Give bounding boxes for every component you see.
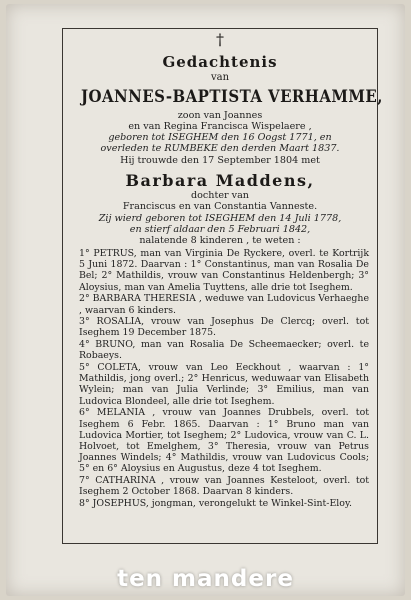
spouse-death-line: en stierf aldaar den 5 Februari 1842,	[129, 224, 311, 235]
cross-icon: †	[216, 30, 224, 49]
marriage-line: Hij trouwde den 17 September 1804 met	[120, 155, 320, 166]
children-intro: nalatende 8 kinderen , te weten :	[139, 235, 301, 246]
child-entry: 5° COLETA, vrouw van Leo Eeckhout , waarvan : 1° Mathildis, jong overl.; 2° Henricus, weduwaar van Elisabeth Wylein; man van Julia Verlinde; 3° Emilius, man van Ludovica Blondeel, alle drie tot Iseghem.	[79, 362, 369, 407]
watermark-text: ten mandere	[117, 566, 294, 592]
child-entry: 6° MELANIA , vrouw van Joannes Drubbels, overl. tot Iseghem 6 Febr. 1865. Daarvan : 1° Bruno man van Ludovica Mortier, tot Iseghem; 2° Ludovica, vrouw van C. L. Holvoet, tot Emelghem, 3° Theresia, vrouw van Petrus Joannes Windels; 4° Mathildis, vrouw van Ludovicus Cools; 5° en 6° Aloysius en Augustus, deze 4 tot Iseghem.	[79, 407, 369, 475]
birth-line: geboren tot ISEGHEM den 16 Oogst 1771, en	[108, 132, 332, 143]
child-entry: 7° CATHARINA , vrouw van Joannes Kesteloot, overl. tot Iseghem 2 October 1868. Daarvan 8 kinders.	[79, 475, 369, 498]
spouse-birth-line: Zij wierd geboren tot ISEGHEM den 14 Juli 1778,	[98, 213, 342, 224]
spouse-parents-line-1: dochter van	[191, 190, 249, 201]
van-label: van	[210, 72, 230, 83]
child-entry: 2° BARBARA THERESIA , weduwe van Ludovicus Verhaeghe , waarvan 6 kinders.	[79, 293, 369, 316]
child-entry: 3° ROSALIA, vrouw van Josephus De Clercq; overl. tot Iseghem 19 December 1875.	[79, 316, 369, 339]
parents-line-2: en van Regina Francisca Wispelaere ,	[128, 121, 312, 132]
child-entry: 1° PETRUS, man van Virginia De Ryckere, overl. te Kortrijk 5 Juni 1872. Daarvan : 1° Constantinus, man van Rosalia De Bel; 2° Mathildis, vrouw van Constantinus Heldenbergh; 3° Aloysius, man van Amelia Tuyttens, alle drie tot Iseghem.	[79, 248, 369, 293]
card-title: Gedachtenis	[162, 53, 278, 71]
spouse-parents-line-2: Franciscus en van Constantia Vanneste.	[122, 201, 318, 212]
child-entry: 4° BRUNO, man van Rosalia De Scheemaecker; overl. te Robaeys.	[79, 339, 369, 362]
spouse-name: Barbara Maddens,	[125, 171, 315, 190]
parents-line-1: zoon van Joannes	[177, 110, 263, 121]
child-entry: 8° JOSEPHUS, jongman, verongelukt te Winkel-Sint-Eloy.	[79, 497, 352, 509]
deceased-name: JOANNES-BAPTISTA VERHAMME,	[80, 87, 383, 107]
death-line: overleden te RUMBEKE den derden Maart 1837.	[100, 143, 340, 154]
children-list	[79, 248, 369, 510]
